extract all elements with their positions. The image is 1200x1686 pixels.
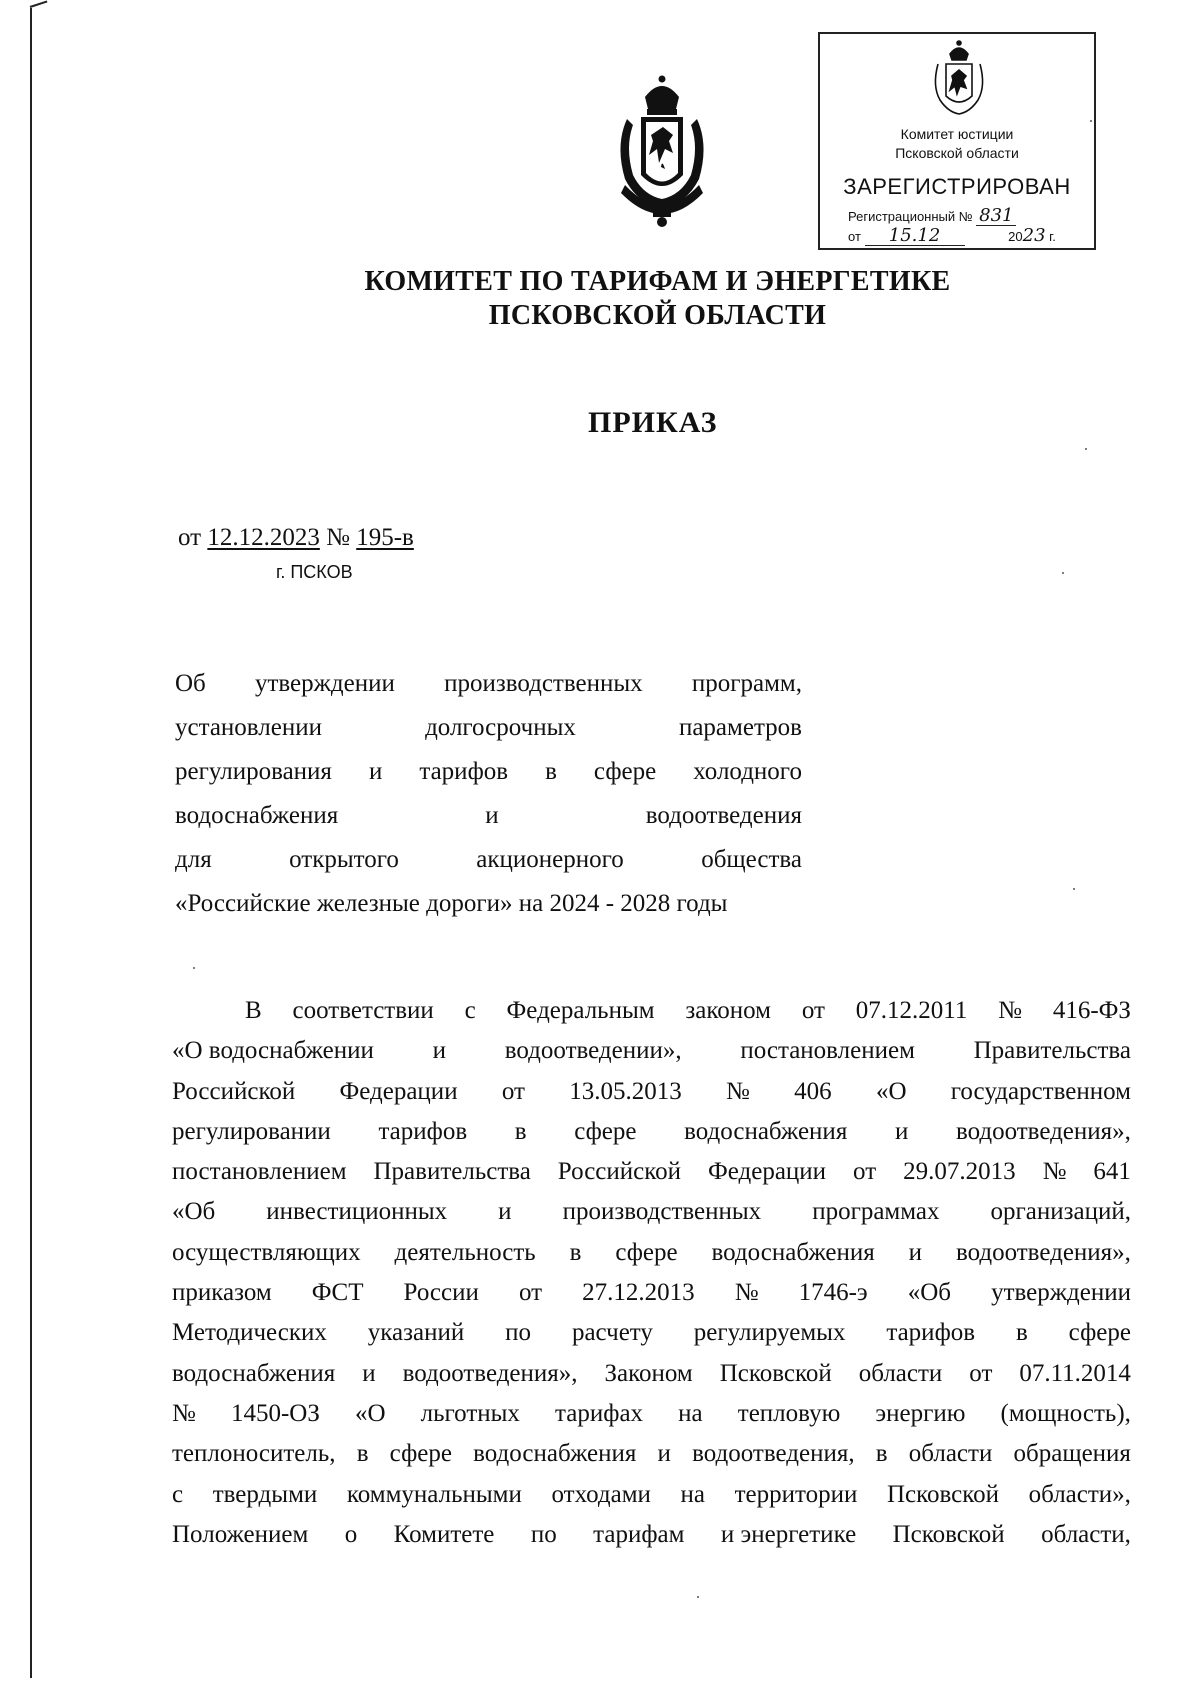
body-word: 29.07.2013 — [903, 1158, 1016, 1186]
body-word: территории — [734, 1480, 858, 1508]
body-word: области — [908, 1440, 993, 1468]
stamp-date-prefix: от — [848, 229, 861, 244]
stamp-status: ЗАРЕГИСТРИРОВАН — [843, 174, 1071, 199]
scan-edge-hook — [30, 0, 48, 7]
body-word: на — [678, 1399, 703, 1427]
body-word: № — [726, 1077, 750, 1105]
body-line — [172, 1475, 1131, 1515]
body-word: В — [245, 997, 262, 1024]
subject-word: сфере — [593, 758, 657, 785]
subject-word: водоснабжения — [175, 802, 339, 829]
body-word: и — [894, 1117, 909, 1145]
body-line — [172, 1031, 1131, 1071]
body-word: в — [514, 1117, 527, 1145]
stamp-date-day-month: 15.12 — [865, 227, 965, 246]
body-word: в — [1015, 1319, 1028, 1347]
body-word: 07.11.2014 — [1019, 1359, 1131, 1387]
body-word: и — [498, 1198, 512, 1226]
body-word: производственных — [562, 1198, 762, 1226]
body-word: 27.12.2013 — [582, 1279, 695, 1307]
body-word: 1450-ОЗ — [230, 1399, 320, 1427]
order-city: г. ПСКОВ — [276, 562, 353, 582]
stamp-org-line1: Комитет юстиции — [900, 126, 1014, 142]
subject-line — [175, 750, 802, 794]
body-word: регулировании — [172, 1117, 331, 1145]
body-word: о — [344, 1520, 358, 1548]
scan-speck — [1062, 572, 1064, 574]
subject-word: холодного — [693, 758, 802, 785]
body-line — [172, 1072, 1131, 1112]
body-word: Методических — [172, 1319, 327, 1347]
body-word: тарифах — [555, 1399, 644, 1427]
body-word: утверждении — [991, 1279, 1131, 1307]
body-word: 1746-э — [798, 1279, 868, 1307]
subject-line — [175, 706, 802, 750]
body-word: Псковской — [886, 1480, 999, 1508]
order-subject — [175, 662, 802, 926]
body-word: льготных — [420, 1399, 520, 1427]
scan-speck — [1090, 120, 1092, 122]
body-word: 406 — [794, 1077, 832, 1105]
stamp-registration-line — [848, 207, 1016, 226]
scan-speck — [697, 1596, 699, 1598]
body-word: коммунальными — [346, 1480, 522, 1508]
body-word: Российской — [557, 1158, 682, 1186]
subject-line — [175, 662, 802, 706]
stamp-coat-of-arms-icon — [928, 40, 990, 118]
body-word: «О — [875, 1077, 907, 1105]
body-word: теплоноситель, — [172, 1440, 336, 1468]
body-word: сфере — [389, 1440, 452, 1468]
subject-word: водоотведения — [645, 802, 802, 829]
body-word: законом — [685, 997, 771, 1024]
body-line — [172, 1354, 1131, 1394]
subject-word: и — [368, 758, 383, 785]
subject-word: и — [485, 802, 499, 829]
stamp-date-line — [848, 225, 1056, 246]
subject-line — [175, 794, 802, 838]
body-word: водоотведении», — [504, 1037, 682, 1065]
subject-word: для — [175, 846, 212, 873]
org-title-line1: КОМИТЕТ ПО ТАРИФАМ И ЭНЕРГЕТИКЕ — [364, 266, 951, 297]
body-word: Российской — [172, 1077, 296, 1105]
body-word: 416-ФЗ — [1052, 997, 1131, 1024]
body-word: тарифов — [886, 1319, 976, 1347]
body-word: водоснабжения — [711, 1238, 875, 1266]
subject-word: утверждении — [254, 670, 395, 697]
body-word: сфере — [615, 1238, 678, 1266]
body-word: от — [801, 997, 825, 1024]
body-word: № — [998, 997, 1023, 1024]
order-body-text — [172, 991, 1131, 1555]
body-word: тепловую — [737, 1399, 841, 1427]
body-line — [172, 1233, 1131, 1273]
body-word: России — [403, 1279, 479, 1307]
body-word: области — [858, 1359, 943, 1387]
body-word: 07.12.2011 — [855, 997, 968, 1024]
body-word: водоотведения», — [955, 1238, 1131, 1266]
body-word: в — [356, 1440, 369, 1468]
body-word: сфере — [1068, 1319, 1131, 1347]
body-word: водоотведения», — [955, 1117, 1131, 1145]
body-word: Псковской — [719, 1359, 832, 1387]
body-word: и энергетике — [720, 1520, 857, 1548]
body-word: инвестиционных — [266, 1198, 448, 1226]
subject-word: параметров — [678, 714, 802, 741]
subject-word: открытого — [289, 846, 399, 873]
body-word: регулируемых — [693, 1319, 846, 1347]
body-word: деятельность — [394, 1238, 536, 1266]
subject-line — [175, 838, 802, 882]
subject-word: акционерного — [476, 846, 624, 873]
order-number-sign: № — [326, 524, 350, 551]
body-word: обращения — [1013, 1440, 1131, 1468]
body-word: Положением — [172, 1520, 309, 1548]
body-word: по — [530, 1520, 557, 1548]
order-date: 12.12.2023 — [207, 524, 320, 551]
pskov-coat-of-arms-icon — [603, 75, 721, 229]
body-word: Псковской — [892, 1520, 1005, 1548]
body-word: водоотведения», — [402, 1359, 578, 1387]
body-word: и — [908, 1238, 923, 1266]
subject-word: регулирования — [175, 758, 332, 785]
body-word: указаний — [367, 1319, 465, 1347]
body-word: водоснабжения — [473, 1440, 637, 1468]
body-line — [172, 1192, 1131, 1232]
subject-word: программ, — [691, 670, 802, 697]
body-word: 641 — [1093, 1158, 1131, 1186]
registration-stamp — [818, 32, 1096, 250]
body-word: «О водоснабжении — [172, 1037, 374, 1065]
body-word: и — [432, 1037, 447, 1065]
body-word: по — [505, 1319, 532, 1347]
subject-last-line: «Российские железные дороги» на 2024 - 2028 годы — [175, 890, 728, 917]
org-title-line2: ПСКОВСКОЙ ОБЛАСТИ — [488, 300, 827, 331]
order-date-number — [178, 524, 414, 552]
body-word: № — [734, 1279, 759, 1307]
body-word: осуществляющих — [172, 1238, 361, 1266]
body-word: постановлением — [172, 1158, 347, 1186]
subject-word: Об — [175, 670, 206, 697]
body-word: области», — [1028, 1480, 1131, 1508]
scan-speck — [1073, 888, 1075, 890]
body-word: № — [172, 1399, 196, 1427]
body-word: в — [569, 1238, 582, 1266]
stamp-org-line2: Псковской области — [895, 145, 1019, 161]
body-word: на — [680, 1480, 705, 1508]
body-word: энергию — [875, 1399, 966, 1427]
body-word: твердыми — [212, 1480, 318, 1508]
body-word: от — [518, 1279, 543, 1307]
body-word: тарифам — [593, 1520, 685, 1548]
body-word: Федерации — [339, 1077, 458, 1105]
body-word: и — [657, 1440, 671, 1468]
body-line — [172, 1152, 1131, 1192]
stamp-reg-number: 831 — [976, 207, 1016, 226]
body-line — [172, 1112, 1131, 1152]
body-word: постановлением — [740, 1037, 915, 1065]
body-word: от — [501, 1077, 525, 1105]
body-word: соответствии — [292, 997, 434, 1024]
body-line — [172, 1273, 1131, 1313]
body-word: «Об — [172, 1198, 216, 1226]
body-line — [172, 1434, 1131, 1474]
order-number: 195-в — [356, 524, 414, 551]
body-word: области, — [1041, 1520, 1131, 1548]
body-word: отходами — [551, 1480, 651, 1508]
scan-speck — [193, 967, 195, 969]
body-word: организаций, — [990, 1198, 1131, 1226]
body-word: с — [172, 1480, 184, 1508]
body-word: расчету — [571, 1319, 653, 1347]
body-word: Комитете — [393, 1520, 495, 1548]
body-word: Федерации — [707, 1158, 827, 1186]
subject-word: долгосрочных — [425, 714, 576, 741]
stamp-date-year-prefix: 20 — [1008, 229, 1023, 244]
body-word: Правительства — [373, 1158, 531, 1186]
subject-word: общества — [701, 846, 802, 873]
stamp-date-year-suffix: 23 — [1022, 225, 1046, 246]
body-word: водоснабжения — [684, 1117, 848, 1145]
body-word: Федеральным — [506, 997, 655, 1024]
body-word: программах — [812, 1198, 940, 1226]
body-word: «Об — [907, 1279, 952, 1307]
body-word: водоотведения, — [692, 1440, 855, 1468]
body-word: водоснабжения — [172, 1359, 336, 1387]
subject-word: производственных — [444, 670, 643, 697]
stamp-reg-label: Регистрационный № — [848, 209, 973, 224]
document-type-title: ПРИКАЗ — [588, 406, 718, 439]
subject-word: тарифов — [419, 758, 509, 785]
body-word: государственном — [950, 1077, 1131, 1105]
body-line — [172, 1313, 1131, 1353]
body-word: «О — [354, 1399, 386, 1427]
body-word: приказом — [172, 1279, 272, 1307]
body-word: (мощность), — [1000, 1399, 1131, 1427]
body-word: с — [464, 997, 476, 1024]
body-word: и — [362, 1359, 376, 1387]
scan-edge-line — [30, 8, 32, 1678]
scan-speck — [1085, 448, 1087, 450]
body-word: тарифов — [378, 1117, 468, 1145]
body-word: в — [875, 1440, 888, 1468]
body-line — [172, 991, 1131, 1031]
body-word: ФСТ — [311, 1279, 364, 1307]
body-word: Законом — [604, 1359, 693, 1387]
body-line — [172, 1515, 1131, 1555]
body-word: от — [969, 1359, 993, 1387]
body-word: сфере — [574, 1117, 637, 1145]
subject-word: установлении — [175, 714, 322, 741]
subject-word: в — [545, 758, 557, 785]
body-word: 13.05.2013 — [569, 1077, 682, 1105]
body-word: от — [853, 1158, 877, 1186]
body-word: Правительства — [973, 1037, 1131, 1065]
order-prefix: от — [178, 524, 202, 551]
body-line — [172, 1394, 1131, 1434]
stamp-date-year-unit: г. — [1049, 229, 1056, 244]
body-word: № — [1042, 1158, 1067, 1186]
